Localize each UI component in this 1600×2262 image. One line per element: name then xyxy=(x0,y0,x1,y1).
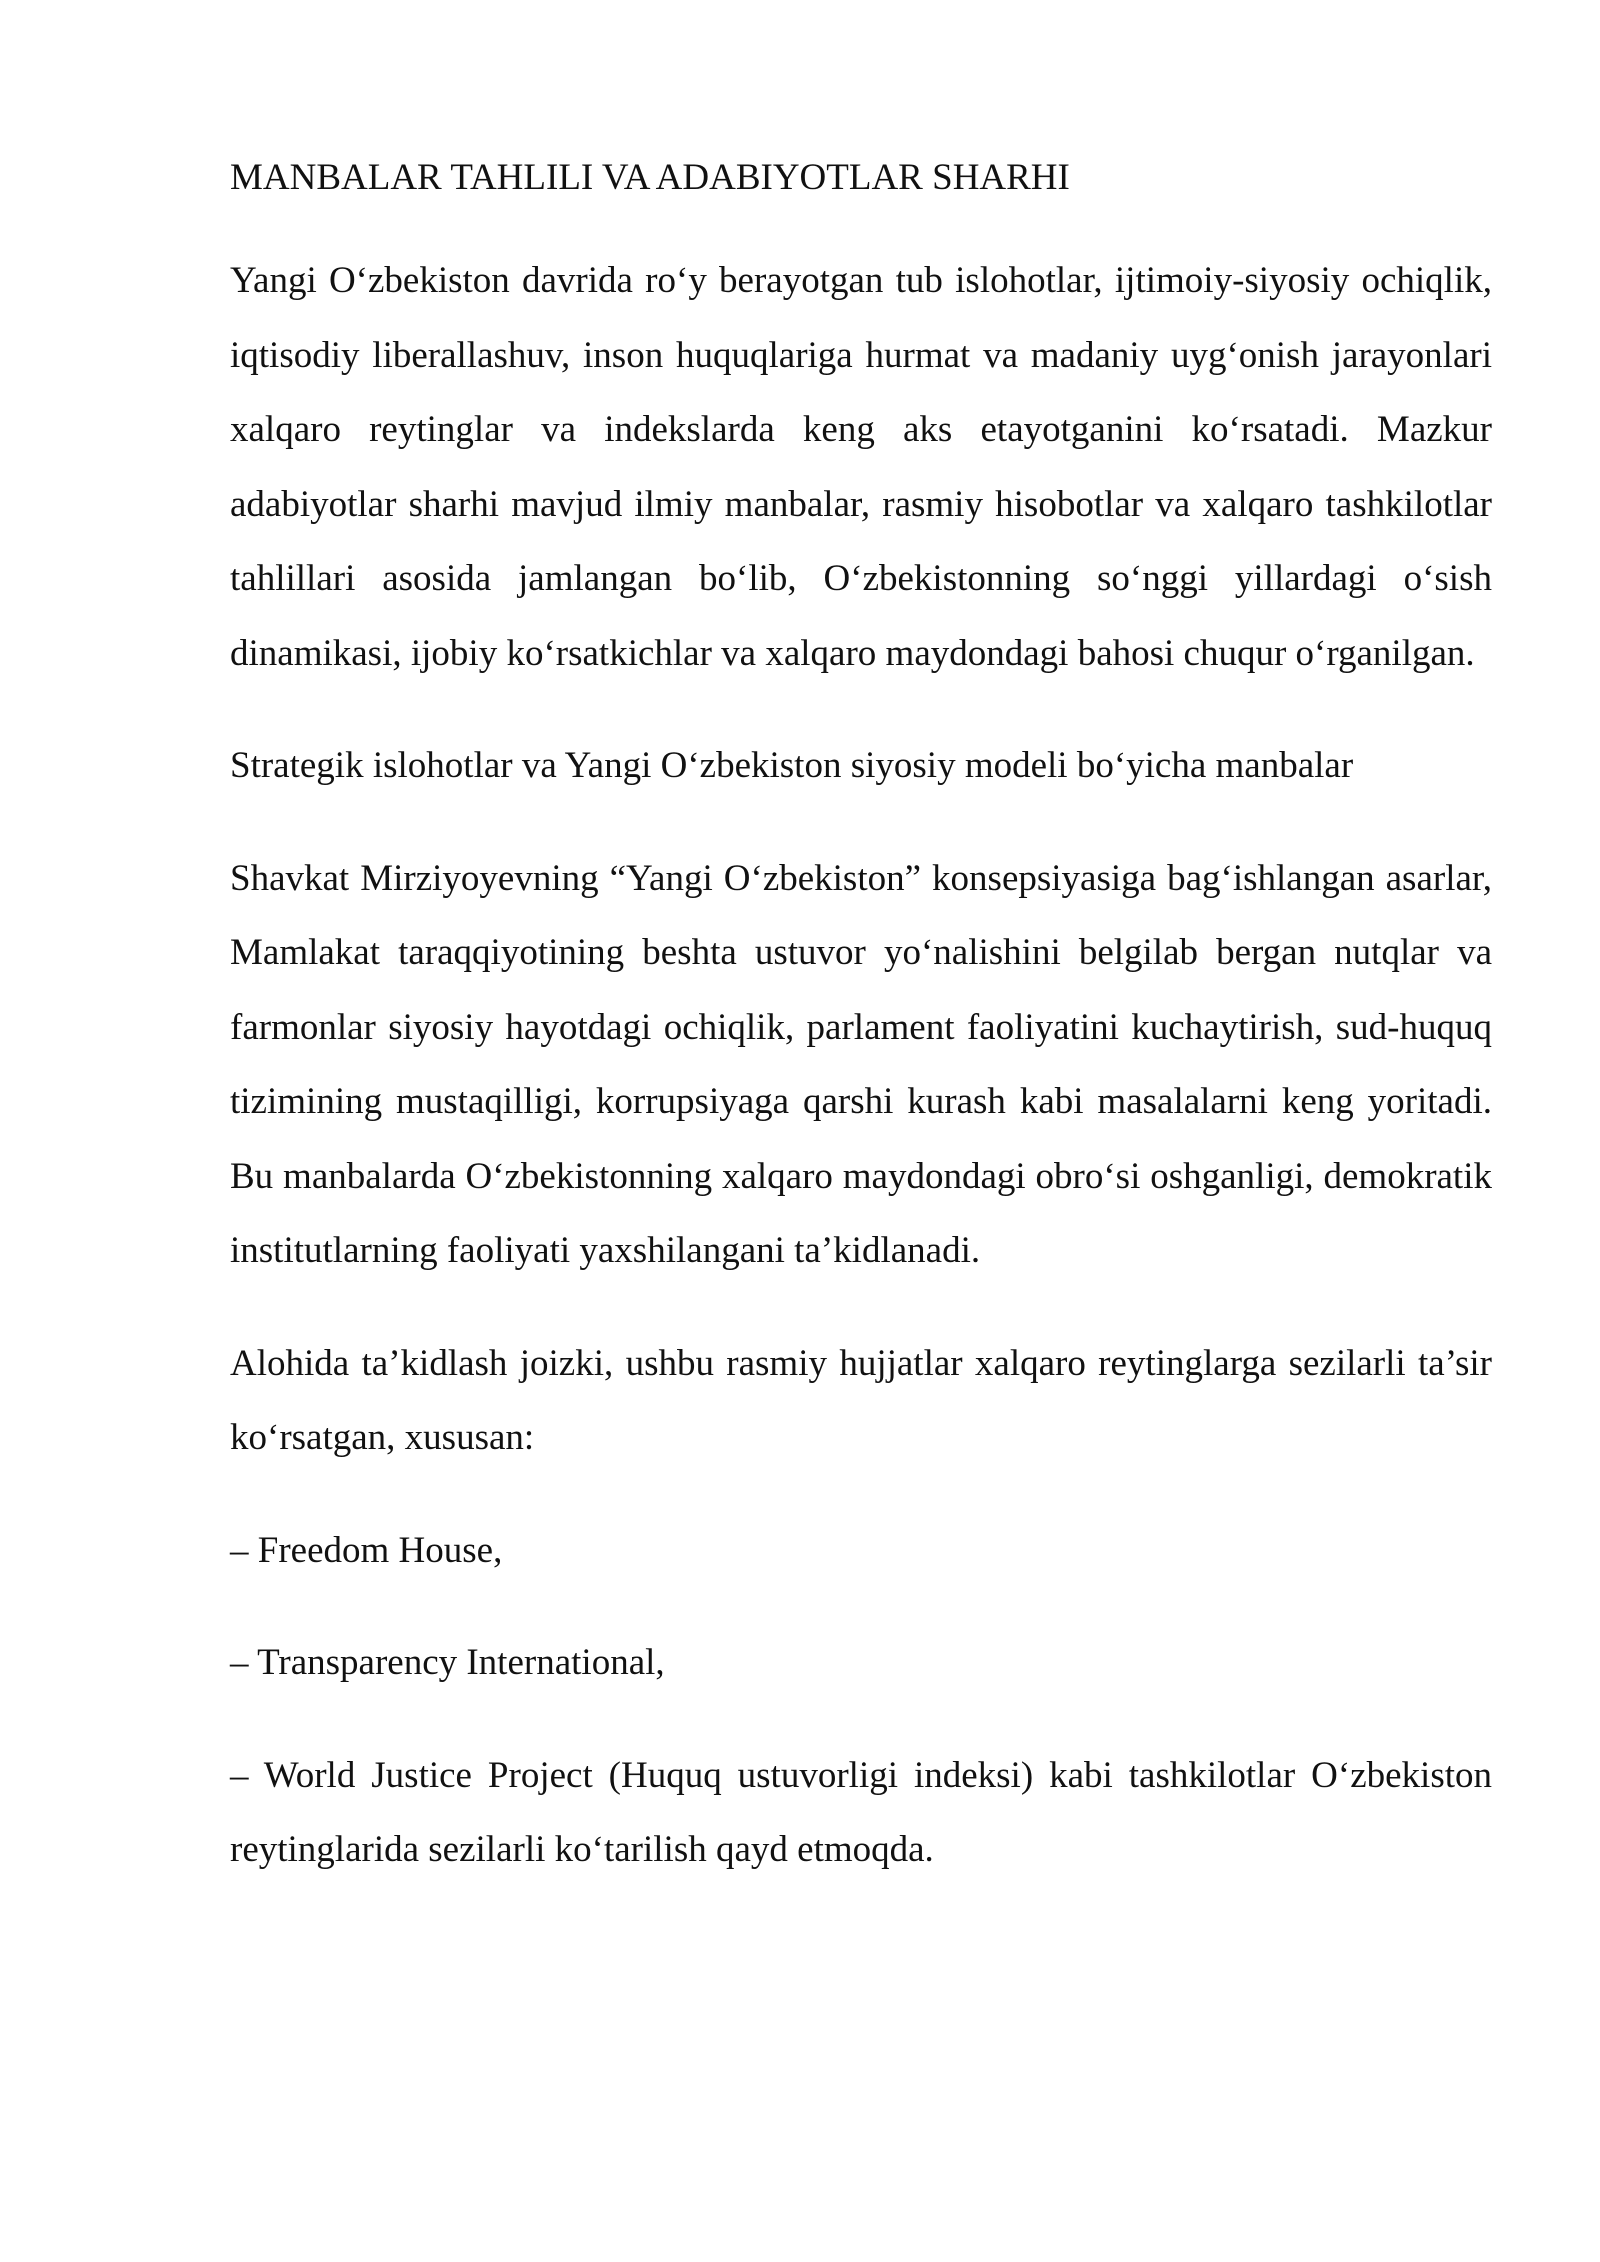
sources-paragraph: Shavkat Mirziyoyevning “Yangi O‘zbekiston” konsepsiyasiga bag‘ishlangan asarlar, Mamlakat taraqqiyotining beshta ustuvor yo‘nalishini belgilab bergan nutqlar va farmonlar siyosiy hayotdagi ochiqlik, parlament faoliyatini kuchaytirish, sud-huquq tizimining mustaqilligi, korrupsiyaga qarshi kurash kabi masalalarni keng yoritadi. Bu manbalarda O‘zbekistonning xalqaro maydondagi obro‘si oshganligi, demokratik institutlarning faoliyati yaxshilangani ta’kidlanadi. xyxy=(230,857,1492,1271)
emphasis-paragraph: Alohida ta’kidlash joizki, ushbu rasmiy hujjatlar xalqaro reytinglarga sezilarli ta’sir ko‘rsatgan, xususan: xyxy=(230,1342,1492,1458)
list-item-world-justice-project: – World Justice Project (Huquq ustuvorligi indeksi) kabi tashkilotlar O‘zbekiston reytinglarida sezilarli ko‘tarilish qayd etmoqda. xyxy=(230,1754,1492,1870)
subsection-title-paragraph: Strategik islohotlar va Yangi O‘zbekiston siyosiy modeli bo‘yicha manbalar xyxy=(230,745,1354,786)
document-page xyxy=(230,148,1492,1926)
intro-paragraph: Yangi O‘zbekiston davrida ro‘y berayotgan tub islohotlar, ijtimoiy-siyosiy ochiqlik, iqtisodiy liberallashuv, inson huquqlariga hurmat va madaniy uyg‘onish jarayonlari xalqaro reytinglar va indekslarda keng aks etayotganini ko‘rsatadi. Mazkur adabiyotlar sharhi mavjud ilmiy manbalar, rasmiy hisobotlar va xalqaro tashkilotlar tahlillari asosida jamlangan bo‘lib, O‘zbekistonning so‘nggi yillardagi o‘sish dinamikasi, ijobiy ko‘rsatkichlar va xalqaro maydondagi bahosi chuqur o‘rganilgan. xyxy=(230,260,1492,674)
section-heading: MANBALAR TAHLILI VA ADABIYOTLAR SHARHI xyxy=(230,157,1070,198)
list-item-freedom-house: – Freedom House, xyxy=(230,1529,503,1571)
list-item-transparency-international: – Transparency International, xyxy=(230,1642,665,1683)
